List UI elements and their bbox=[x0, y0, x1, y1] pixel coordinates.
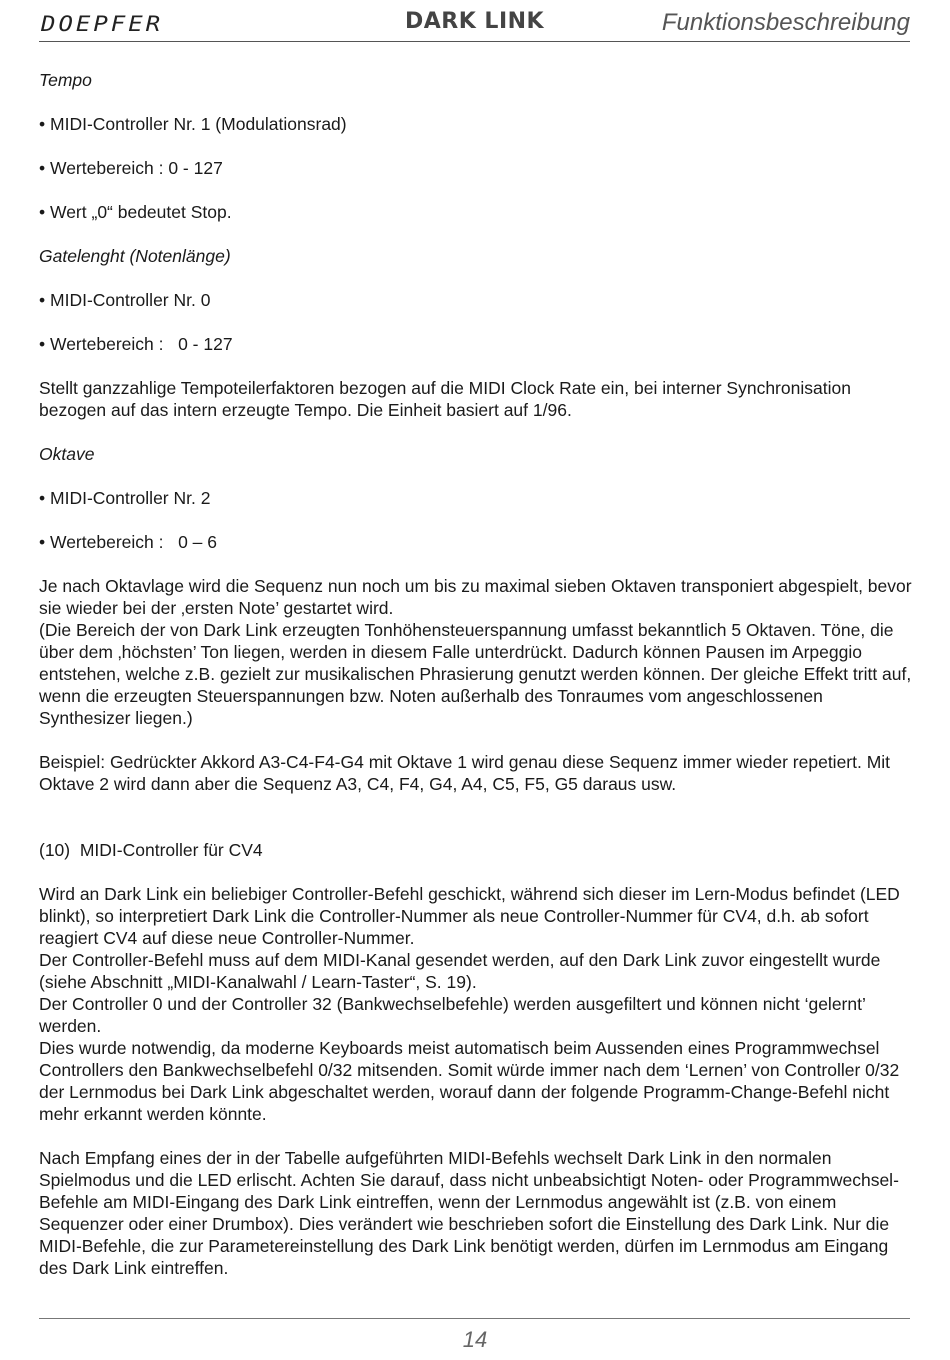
gate-description: Stellt ganzzahlige Tempoteilerfaktoren bezogen auf die MIDI Clock Rate ein, bei interner Synchronisation bezogen auf das intern erzeugte Tempo. Die Einheit basiert auf 1/96. bbox=[39, 378, 851, 420]
oktave-heading: Oktave bbox=[39, 444, 95, 464]
oktave-bullet-controller: • MIDI-Controller Nr. 2 bbox=[39, 487, 914, 509]
product-name: DARK LINK bbox=[405, 9, 545, 34]
tempo-bullet-controller: • MIDI-Controller Nr. 1 (Modulationsrad) bbox=[39, 113, 914, 135]
gate-bullet-controller: • MIDI-Controller Nr. 0 bbox=[39, 289, 914, 311]
oktave-description: Je nach Oktavlage wird die Sequenz nun noch um bis zu maximal sieben Oktaven transponiert abgespielt, bevor sie wieder bei der ‚ersten Note’ gestartet wird. bbox=[39, 576, 912, 618]
section-10-para-5: Nach Empfang eines der in der Tabelle aufgeführten MIDI-Befehls wechselt Dark Link in den normalen Spielmodus und die LED erlischt. Achten Sie darauf, dass nicht unbeabsichtigt Noten- oder Programmwechsel-Befehle am MIDI-Eingang des Dark Link eintreffen, wenn der Lernmodus angewählt ist (z.B. von einem Sequenzer oder einer Drumbox). Dies verändert wie beschrieben sofort die Einstellung des Dark Link. Nur die MIDI-Befehle, die zur Parametereinstellung des Dark Link benötigt werden, dürfen im Lernmodus am Eingang des Dark Link eintreffen. bbox=[39, 1148, 899, 1278]
gate-heading: Gatelenght (Notenlänge) bbox=[39, 246, 231, 266]
footer-divider bbox=[39, 1318, 910, 1319]
tempo-heading: Tempo bbox=[39, 70, 92, 90]
doepfer-logo: DOEPFER bbox=[41, 11, 164, 37]
page-content bbox=[39, 69, 914, 1279]
oktave-note: (Die Bereich der von Dark Link erzeugten Tonhöhensteuerspannung umfasst bekanntlich 5 Oktaven. Töne, die über dem ‚höchsten’ Ton liegen, werden in diesem Falle unterdrückt. Dadurch können Pausen im Arpeggio entstehen, welche z.B. gezielt zur musikalischen Phrasierung genutzt werden können. Der gleiche Effekt tritt auf, wenn die erzeugten Steuerspannungen bzw. Noten außerhalb des Tonraumes vom angeschlossenen Synthesizer liegen.) bbox=[39, 620, 912, 728]
tempo-bullet-range: • Wertebereich : 0 - 127 bbox=[39, 157, 914, 179]
section-10-para-4: Dies wurde notwendig, da moderne Keyboards meist automatisch beim Aussenden eines Programmwechsel Controllers den Bankwechselbefehl 0/32 mitsenden. Somit würde immer nach dem ‘Lernen’ von Controller 0/32 der Lernmodus bei Dark Link abgeschaltet werden, worauf dann der folgende Programm-Change-Befehl nicht mehr erkannt werden könnte. bbox=[39, 1038, 900, 1124]
section-10-para-1: Wird an Dark Link ein beliebiger Controller-Befehl geschickt, während sich dieser im Lern-Modus befindet (LED blinkt), so interpretiert Dark Link die Controller-Nummer als neue Controller-Nummer für CV4, d.h. ab sofort reagiert CV4 auf diese neue Controller-Nummer. bbox=[39, 884, 900, 948]
oktave-example: Beispiel: Gedrückter Akkord A3-C4-F4-G4 mit Oktave 1 wird genau diese Sequenz immer wieder repetiert. Mit Oktave 2 wird dann aber die Sequenz A3, C4, F4, G4, A4, C5, F5, G5 daraus usw. bbox=[39, 752, 891, 794]
header-divider bbox=[39, 41, 910, 42]
gate-bullet-range: • Wertebereich : 0 - 127 bbox=[39, 333, 914, 355]
section-10-para-2: Der Controller-Befehl muss auf dem MIDI-Kanal gesendet werden, auf den Dark Link zuvor eingestellt wurde (siehe Abschnitt „MIDI-Kanalwahl / Learn-Taster“, S. 19). bbox=[39, 950, 881, 992]
document-title: Funktionsbeschreibung bbox=[661, 9, 910, 36]
oktave-bullet-range: • Wertebereich : 0 – 6 bbox=[39, 531, 914, 553]
section-10-heading: (10) MIDI-Controller für CV4 bbox=[39, 840, 263, 860]
tempo-bullet-stop: • Wert „0“ bedeutet Stop. bbox=[39, 201, 914, 223]
page-number: 14 bbox=[462, 1327, 488, 1352]
section-10-para-3: Der Controller 0 und der Controller 32 (Bankwechselbefehle) werden ausgefiltert und können nicht ‘gelernt’ werden. bbox=[39, 994, 866, 1036]
page-header bbox=[39, 8, 910, 42]
